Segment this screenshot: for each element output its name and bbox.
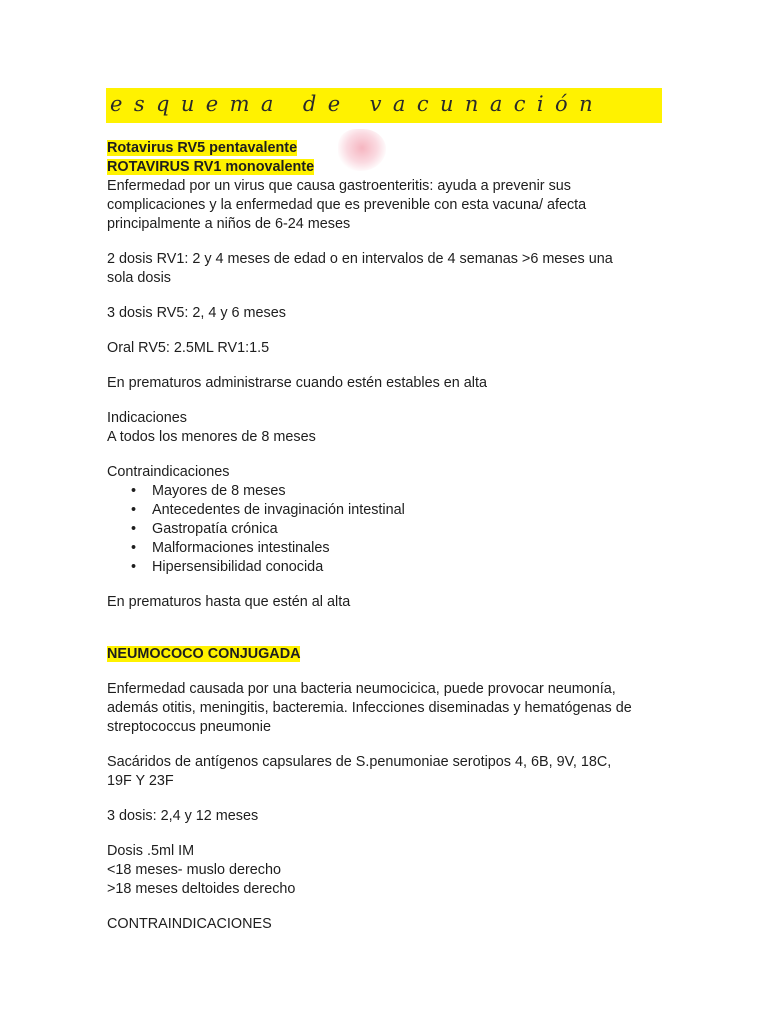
- neumococo-contraindicaciones-label: CONTRAINDICACIONES: [107, 916, 272, 932]
- bullet-icon: •: [131, 502, 137, 518]
- bullet-icon: •: [131, 521, 137, 537]
- neumococo-via-line: <18 meses- muslo derecho: [107, 862, 281, 878]
- rotavirus-prematuros: En prematuros administrarse cuando estén estables en alta: [107, 375, 487, 391]
- bullet-icon: •: [131, 483, 137, 499]
- neumococo-description-line: Enfermedad causada por una bacteria neumocicica, puede provocar neumonía,: [107, 681, 616, 697]
- neumococo-via-line: >18 meses deltoides derecho: [107, 881, 296, 897]
- rotavirus-description-line: principalmente a niños de 6-24 meses: [107, 216, 351, 232]
- neumococo-description-line: streptococcus pneumonie: [107, 719, 271, 735]
- rotavirus-dosis-rv5: 3 dosis RV5: 2, 4 y 6 meses: [107, 305, 286, 321]
- neumococo-heading: NEUMOCOCO CONJUGADA: [107, 646, 301, 662]
- list-item: • Mayores de 8 meses: [131, 483, 286, 499]
- contraindicaciones-list: [107, 482, 667, 577]
- neumococo-description-line: además otitis, meningitis, bacteremia. Infecciones diseminadas y hematógenas de: [107, 700, 632, 716]
- document-body: [107, 139, 667, 934]
- rotavirus-heading-2: ROTAVIRUS RV1 monovalente: [107, 159, 315, 175]
- rotavirus-description-line: Enfermedad por un virus que causa gastroenteritis: ayuda a prevenir sus: [107, 178, 571, 194]
- bullet-icon: •: [131, 540, 137, 556]
- list-item: • Antecedentes de invaginación intestinal: [131, 502, 405, 518]
- indicaciones-label: Indicaciones: [107, 410, 187, 426]
- rotavirus-prematuros-alta: En prematuros hasta que estén al alta: [107, 594, 351, 610]
- page-title: esquema de vacunación: [110, 92, 605, 116]
- rotavirus-heading-1: Rotavirus RV5 pentavalente: [107, 140, 298, 156]
- indicaciones-text: A todos los menores de 8 meses: [107, 429, 316, 445]
- rotavirus-description-line: complicaciones y la enfermedad que es prevenible con esta vacuna/ afecta: [107, 197, 587, 213]
- neumococo-dosis: 3 dosis: 2,4 y 12 meses: [107, 808, 259, 824]
- neumococo-sacaridos-line: 19F Y 23F: [107, 773, 174, 789]
- rotavirus-oral: Oral RV5: 2.5ML RV1:1.5: [107, 340, 270, 356]
- list-item: • Hipersensibilidad conocida: [131, 559, 324, 575]
- list-item: • Gastropatía crónica: [131, 521, 278, 537]
- contraindicaciones-label: Contraindicaciones: [107, 464, 230, 480]
- neumococo-sacaridos-line: Sacáridos de antígenos capsulares de S.penumoniae serotipos 4, 6B, 9V, 18C,: [107, 754, 612, 770]
- neumococo-via-line: Dosis .5ml IM: [107, 843, 195, 859]
- rotavirus-dosis-rv1-line: sola dosis: [107, 270, 171, 286]
- rotavirus-dosis-rv1-line: 2 dosis RV1: 2 y 4 meses de edad o en intervalos de 4 semanas >6 meses una: [107, 251, 613, 267]
- bullet-icon: •: [131, 559, 137, 575]
- list-item: • Malformaciones intestinales: [131, 540, 330, 556]
